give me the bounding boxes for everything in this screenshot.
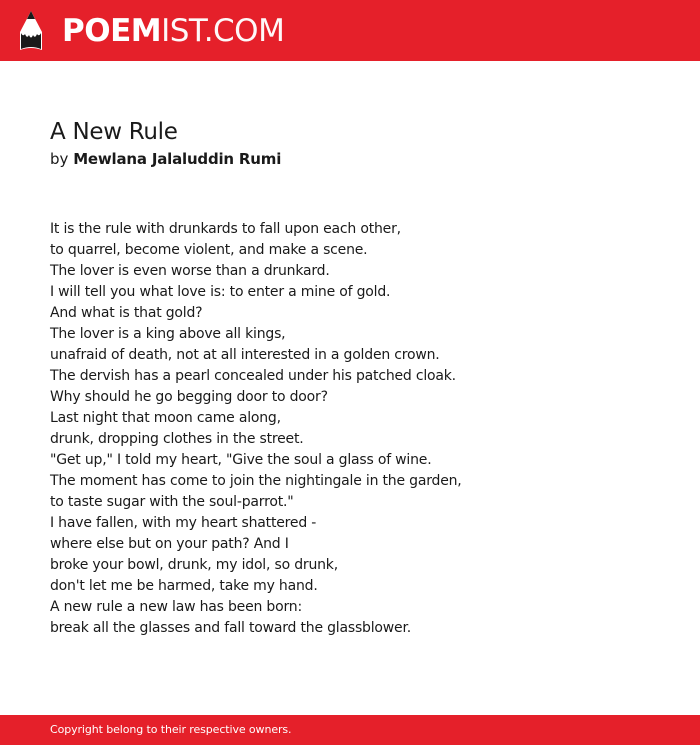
byline: [50, 149, 650, 169]
author-link[interactable]: Mewlana Jalaluddin Rumi: [73, 150, 282, 168]
copyright-text: Copyright belong to their respective owners.: [50, 723, 292, 736]
poem-header: [50, 117, 650, 169]
poem-line: break all the glasses and fall toward the glassblower.: [50, 620, 411, 636]
poem-line: I will tell you what love is: to enter a mine of gold.: [50, 284, 391, 300]
header-bar: [0, 0, 700, 61]
site-logo-link[interactable]: [18, 10, 284, 52]
logo-light-text: IST.COM: [161, 13, 285, 49]
by-label: by: [50, 150, 69, 168]
poem-line: And what is that gold?: [50, 305, 203, 321]
logo-bold-text: POEM: [62, 13, 162, 49]
poem-line: where else but on your path? And I: [50, 536, 289, 552]
poem-line: The moment has come to join the nightingale in the garden,: [50, 473, 462, 489]
poem-line: A new rule a new law has been born:: [50, 599, 302, 615]
poem-line: It is the rule with drunkards to fall upon each other,: [50, 221, 401, 237]
poem-body: [50, 219, 670, 639]
poem-title: A New Rule: [50, 119, 178, 145]
poem-line: Why should he go begging door to door?: [50, 389, 328, 405]
poem-line: to taste sugar with the soul-parrot.": [50, 494, 294, 510]
poem-line: broke your bowl, drunk, my idol, so drunk,: [50, 557, 338, 573]
poem-line: unafraid of death, not at all interested in a golden crown.: [50, 347, 440, 363]
poem-line: I have fallen, with my heart shattered -: [50, 515, 317, 531]
pencil-icon: [18, 10, 44, 52]
footer-bar: [0, 715, 700, 745]
logo-wordmark: [62, 10, 284, 52]
poem-line: Last night that moon came along,: [50, 410, 281, 426]
poem-line: to quarrel, become violent, and make a scene.: [50, 242, 368, 258]
poem-line: The lover is even worse than a drunkard.: [50, 263, 330, 279]
poem-line: The lover is a king above all kings,: [50, 326, 286, 342]
poem-line: don't let me be harmed, take my hand.: [50, 578, 318, 594]
poem-line: The dervish has a pearl concealed under his patched cloak.: [50, 368, 456, 384]
poem-line: drunk, dropping clothes in the street.: [50, 431, 304, 447]
poem-line: "Get up," I told my heart, "Give the soul a glass of wine.: [50, 452, 432, 468]
